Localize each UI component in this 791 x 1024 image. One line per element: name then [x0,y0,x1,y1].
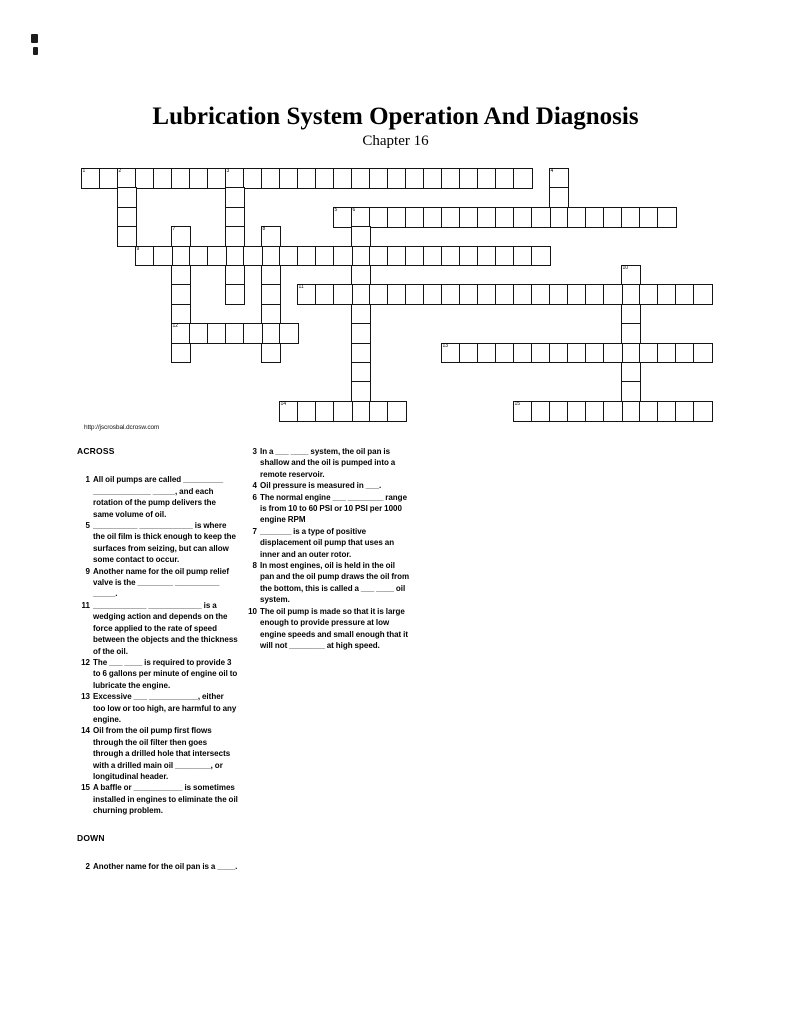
grid-cell [243,246,263,267]
clue-item [244,526,410,560]
clue-item [77,600,238,657]
grid-cell [639,343,659,364]
clue-number: 5 [85,521,90,531]
grid-cell [567,207,587,228]
grid-cell [459,207,479,228]
grid-cell [477,284,497,305]
grid-cell [351,362,371,383]
grid-cell-number: 12 [172,323,179,330]
grid-cell [495,207,515,228]
grid-cell [531,246,551,267]
grid-cell [585,207,605,228]
grid-cell-number: 7 [172,226,176,233]
grid-cell [369,207,389,228]
grid-cell [351,304,371,325]
clue-number: 14 [81,726,90,736]
grid-cell [495,284,515,305]
clue-item [244,492,410,526]
grid-cell [441,284,461,305]
clue-item [244,560,410,606]
grid-cell-number: 15 [514,400,521,407]
grid-cell [351,401,371,422]
grid-cell [171,284,191,305]
source-url: http://jscrosbal.dcrosw.com [84,424,160,431]
clue-text: Oil from the oil pump first flows through the oil filter then goes through a drilled hole that intersects with a drilled main oil ________, or longitudinal header. [93,726,231,781]
grid-cell-number: 4 [550,168,554,174]
grid-cell [171,265,191,286]
grid-cell [477,207,497,228]
grid-cell [369,284,389,305]
grid-cell [639,207,659,228]
grid-cell [351,246,371,267]
grid-cell [387,207,407,228]
clue-number: 10 [248,606,257,616]
grid-cell [369,246,389,267]
clue-item [77,861,238,872]
grid-cell [567,284,587,305]
grid-cell [657,284,677,305]
grid-cell [549,207,569,228]
grid-cell [297,246,317,267]
grid-cell [315,168,335,189]
grid-cell [117,187,137,208]
clue-number: 7 [252,526,257,536]
grid-cell [279,168,299,189]
scan-artifact [31,34,38,43]
clue-text: The oil pump is made so that it is large enough to provide pressure at low engine speeds and small enough that it will not ________ at high speed. [260,606,409,650]
grid-cell [693,284,713,305]
grid-cell [333,401,353,422]
clue-item [244,606,410,652]
grid-cell [189,168,209,189]
grid-cell [171,168,191,189]
grid-cell [603,343,623,364]
grid-cell [225,187,245,208]
clue-item [244,446,410,480]
grid-cell [387,168,407,189]
grid-cell [621,362,641,383]
grid-cell [189,323,209,344]
clue-item [77,520,238,566]
grid-cell [675,343,695,364]
grid-cell [225,284,245,305]
grid-cell [675,401,695,422]
grid-cell [621,304,641,325]
grid-cell [513,246,533,267]
clue-item [77,691,238,725]
clue-number: 9 [85,566,90,576]
clue-number: 4 [252,481,257,491]
clue-item [77,725,238,782]
grid-cell [657,401,677,422]
grid-cell-number: 6 [352,206,356,213]
grid-cell [585,343,605,364]
grid-cell [621,381,641,402]
clue-text: Excessive ___ ___________, either too low or too high, are harmful to any engine. [93,692,237,724]
clue-text: The normal engine ___ ________ range is from 10 to 60 PSI or 10 PSI per 1000 engine RPM [260,492,408,525]
grid-cell [495,343,515,364]
grid-cell [603,207,623,228]
grid-cell [423,207,443,228]
grid-cell-number: 8 [262,226,266,233]
grid-cell [333,284,353,305]
grid-cell [171,246,191,267]
clue-item [77,782,238,816]
clue-text: In most engines, oil is held in the oil pan and the oil pump draws the oil from the bottom, this is called a ___ ____ oil system. [260,561,410,605]
grid-cell-number: 14 [280,400,287,407]
grid-cell [423,246,443,267]
grid-cell [351,226,371,247]
grid-cell [567,401,587,422]
clue-item [244,480,410,491]
grid-cell [441,168,461,189]
clue-number: 11 [81,600,90,610]
grid-cell [621,401,641,422]
grid-cell [117,226,137,247]
clue-number: 8 [252,561,257,571]
grid-cell-number: 1 [82,168,86,174]
page-title: Lubrication System Operation And Diagnosis [152,103,639,130]
grid-cell [441,207,461,228]
grid-cell [369,401,389,422]
grid-cell [621,284,641,305]
grid-cell [225,226,245,247]
clue-item [77,657,238,691]
grid-cell [315,401,335,422]
grid-cell [207,323,227,344]
grid-cell [99,168,122,189]
clue-text: All oil pumps are called _________ _____________ _____, and each rotation of the pump delivers the same volume of oil. [93,475,224,519]
clue-text: __________ ____________ is where the oil film is thick enough to keep the surfaces from seizing, but can allow some contact to occur. [93,521,236,565]
grid-cell [549,284,569,305]
clue-text: ____________ ____________ is a wedging action and depends on the force applied to the rate of speed between the objects and the thickness of the oil. [93,600,238,656]
grid-cell [351,381,371,402]
grid-cell [225,323,245,344]
grid-cell [621,323,641,344]
clue-text: Another name for the oil pump relief valve is the ________ __________ _____. [93,566,229,599]
grid-cell [405,207,425,228]
clue-section-header: DOWN [77,832,105,843]
grid-cell [603,284,623,305]
grid-cell [585,284,605,305]
grid-cell [657,207,677,228]
clue-item [77,474,238,520]
grid-cell [657,343,677,364]
grid-cell [153,168,173,189]
grid-cell [369,168,389,189]
grid-cell-number: 9 [136,245,140,252]
clue-number: 12 [81,657,90,667]
grid-cell [351,323,371,344]
grid-cell [387,401,407,422]
grid-cell [351,168,371,189]
clue-text: The ___ ____ is required to provide 3 to 6 gallons per minute of engine oil to lubricate the engine. [93,657,238,690]
grid-cell-number: 13 [442,342,449,349]
scan-artifact [33,47,38,55]
grid-cell [297,168,317,189]
clue-item [77,566,238,600]
grid-cell [261,343,281,364]
grid-cell [477,246,497,267]
grid-cell [243,168,263,189]
grid-cell [531,284,551,305]
grid-cell [603,401,623,422]
grid-cell-number: 3 [226,168,230,174]
grid-cell [315,246,335,267]
grid-cell [405,168,425,189]
grid-cell [297,401,317,422]
grid-cell [621,207,641,228]
grid-cell [459,168,479,189]
grid-cell [459,343,479,364]
grid-cell [477,168,497,189]
clue-number: 6 [252,492,257,502]
grid-cell [693,343,713,364]
grid-cell [225,246,245,267]
grid-cell [405,246,425,267]
grid-cell [189,246,209,267]
clue-number: 2 [85,862,90,871]
page-subtitle: Chapter 16 [362,133,429,149]
grid-cell [441,246,461,267]
grid-cell [333,168,353,189]
grid-cell [261,168,281,189]
grid-cell [531,401,551,422]
grid-cell [261,284,281,305]
clue-column [244,446,410,651]
grid-cell [621,343,641,364]
grid-cell [243,323,263,344]
crossword-grid [81,168,714,423]
grid-cell [225,265,245,286]
clue-column [77,446,238,872]
grid-cell [261,246,281,267]
grid-cell [279,323,299,344]
grid-cell [567,343,587,364]
grid-cell-number: 5 [334,206,338,213]
grid-cell [351,265,371,286]
clue-text: A baffle or ___________ is sometimes installed in engines to eliminate the oil churning problem. [93,783,238,816]
grid-cell [405,284,425,305]
grid-cell [639,284,659,305]
grid-cell [513,343,533,364]
clue-section-header: ACROSS [77,446,115,456]
clue-number: 3 [252,447,257,456]
grid-cell [477,343,497,364]
grid-cell [387,284,407,305]
grid-cell [171,304,191,325]
grid-cell-number: 2 [118,168,122,174]
grid-cell [693,401,713,422]
clue-text: Another name for the oil pan is a ____. [93,862,238,871]
grid-cell-number: 10 [622,265,629,271]
clue-text: In a ___ ____ system, the oil pan is shallow and the oil is pumped into a remote reservoir. [260,447,396,479]
grid-cell [513,207,533,228]
grid-cell [333,246,353,267]
grid-cell [459,284,479,305]
grid-cell [459,246,479,267]
grid-cell [117,207,137,228]
grid-cell [423,284,443,305]
grid-cell [261,265,281,286]
grid-cell [513,284,533,305]
grid-cell [531,207,551,228]
clue-number: 13 [81,692,90,702]
clue-text: Oil pressure is measured in ___. [260,481,382,491]
grid-cell [639,401,659,422]
grid-cell [135,168,155,189]
grid-cell-number: 11 [298,284,304,291]
grid-cell [423,168,443,189]
grid-cell [531,343,551,364]
grid-cell [513,168,533,189]
grid-cell [549,187,569,208]
grid-cell [495,168,515,189]
grid-cell [315,284,335,305]
grid-cell [261,323,281,344]
grid-cell [261,304,281,325]
grid-cell [675,284,695,305]
grid-cell [495,246,515,267]
grid-cell [351,284,371,305]
grid-cell [351,343,371,364]
grid-cell [207,168,230,189]
grid-cell [387,246,407,267]
grid-cell [171,343,191,364]
grid-cell [585,401,605,422]
grid-cell [207,246,227,267]
grid-cell [549,401,569,422]
grid-cell [279,246,299,267]
grid-cell [549,343,569,364]
clue-text: _______ is a type of positive displacement oil pump that uses an inner and an outer rotor. [260,526,395,559]
clue-number: 1 [85,475,90,485]
grid-cell [153,246,173,267]
clue-number: 15 [81,783,90,793]
grid-cell [225,207,245,228]
